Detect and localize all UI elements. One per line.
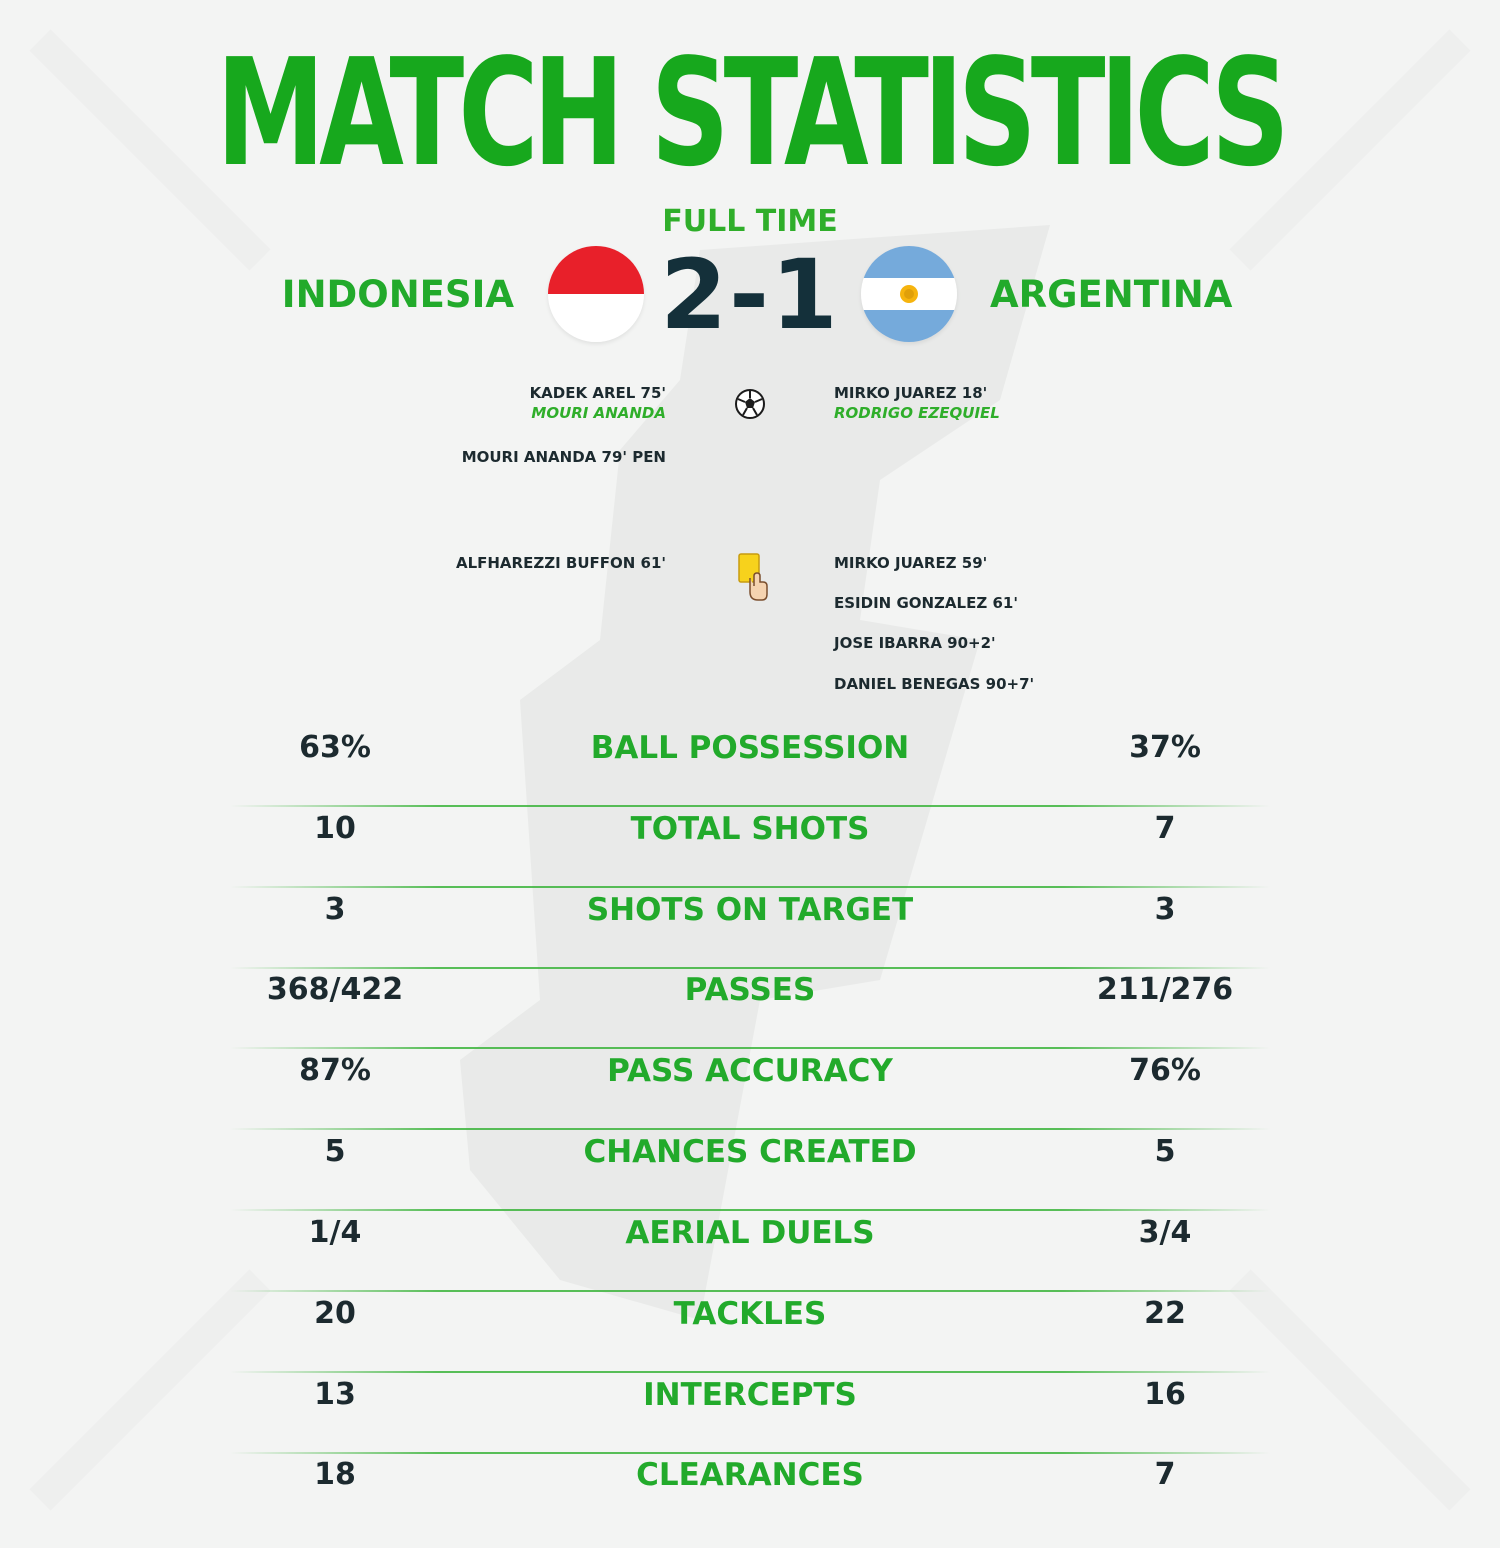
away-goal-1	[834, 383, 1000, 423]
match-status: FULL TIME	[662, 204, 838, 239]
stat-label: SHOTS ON TARGET	[586, 892, 914, 928]
stat-row	[230, 889, 1270, 969]
row-divider	[230, 1047, 1270, 1049]
away-card-3: JOSE IBARRA 90+2'	[834, 634, 996, 652]
stat-label: TACKLES	[673, 1296, 827, 1332]
stat-label: CHANCES CREATED	[583, 1134, 917, 1170]
stat-home-value: 5	[324, 1134, 346, 1169]
page-title: MATCH STATISTICS	[216, 27, 1284, 199]
stat-home-value: 87%	[299, 1053, 371, 1088]
stat-label: PASS ACCURACY	[607, 1053, 893, 1089]
soccer-ball-icon	[734, 388, 766, 420]
stat-row	[230, 1131, 1270, 1211]
home-goal-1	[530, 383, 666, 423]
stat-home-value: 63%	[299, 730, 371, 765]
stat-away-value: 22	[1144, 1296, 1186, 1331]
indonesia-flag-icon	[548, 246, 644, 342]
goal-assist: RODRIGO EZEQUIEL	[834, 404, 1000, 422]
stat-away-value: 76%	[1129, 1053, 1201, 1088]
stat-away-value: 211/276	[1096, 972, 1234, 1007]
goal-scorer: KADEK AREL 75'	[529, 384, 666, 402]
stat-row	[230, 1374, 1270, 1454]
row-divider	[230, 1209, 1270, 1211]
home-goal-2	[462, 447, 666, 467]
stat-label: CLEARANCES	[636, 1457, 864, 1493]
stat-label: INTERCEPTS	[643, 1377, 857, 1413]
row-divider	[230, 1128, 1270, 1130]
stat-away-value: 7	[1154, 811, 1176, 846]
stat-away-value: 16	[1144, 1377, 1186, 1412]
row-divider	[230, 1371, 1270, 1373]
stat-row	[230, 727, 1270, 807]
stat-home-value: 3	[324, 892, 346, 927]
stat-row	[230, 1212, 1270, 1292]
stat-row	[230, 1454, 1270, 1534]
stat-away-value: 3	[1154, 892, 1176, 927]
away-card-4: DANIEL BENEGAS 90+7'	[834, 675, 1035, 693]
stat-home-value: 20	[314, 1296, 356, 1331]
stat-away-value: 7	[1154, 1457, 1176, 1492]
away-card-2: ESIDIN GONZALEZ 61'	[834, 594, 1018, 612]
stat-label: PASSES	[684, 972, 816, 1008]
stat-home-value: 368/422	[266, 972, 404, 1007]
stat-away-value: 37%	[1129, 730, 1201, 765]
stat-home-value: 18	[314, 1457, 356, 1492]
stat-away-value: 5	[1154, 1134, 1176, 1169]
row-divider	[230, 1290, 1270, 1292]
row-divider	[230, 805, 1270, 807]
stat-row	[230, 1050, 1270, 1130]
home-team-name: INDONESIA	[281, 273, 514, 316]
stat-home-value: 10	[314, 811, 356, 846]
away-card-1: MIRKO JUAREZ 59'	[834, 554, 988, 572]
argentina-flag-icon	[861, 246, 957, 342]
stat-row	[230, 969, 1270, 1049]
goal-assist: MOURI ANANDA	[531, 404, 666, 422]
stat-home-value: 1/4	[308, 1215, 362, 1250]
away-team-name: ARGENTINA	[990, 273, 1233, 316]
match-score: 2-1	[660, 239, 840, 351]
goal-scorer: MIRKO JUAREZ 18'	[834, 384, 988, 402]
stat-label: TOTAL SHOTS	[630, 811, 870, 847]
row-divider	[230, 886, 1270, 888]
yellow-card-icon	[736, 552, 770, 604]
stat-home-value: 13	[314, 1377, 356, 1412]
goal-scorer: MOURI ANANDA 79' PEN	[461, 448, 666, 466]
home-card-1: ALFHAREZZI BUFFON 61'	[455, 554, 666, 572]
stat-away-value: 3/4	[1138, 1215, 1192, 1250]
stat-row	[230, 808, 1270, 888]
stat-label: BALL POSSESSION	[590, 730, 910, 766]
stat-label: AERIAL DUELS	[625, 1215, 875, 1251]
stat-row	[230, 1293, 1270, 1373]
